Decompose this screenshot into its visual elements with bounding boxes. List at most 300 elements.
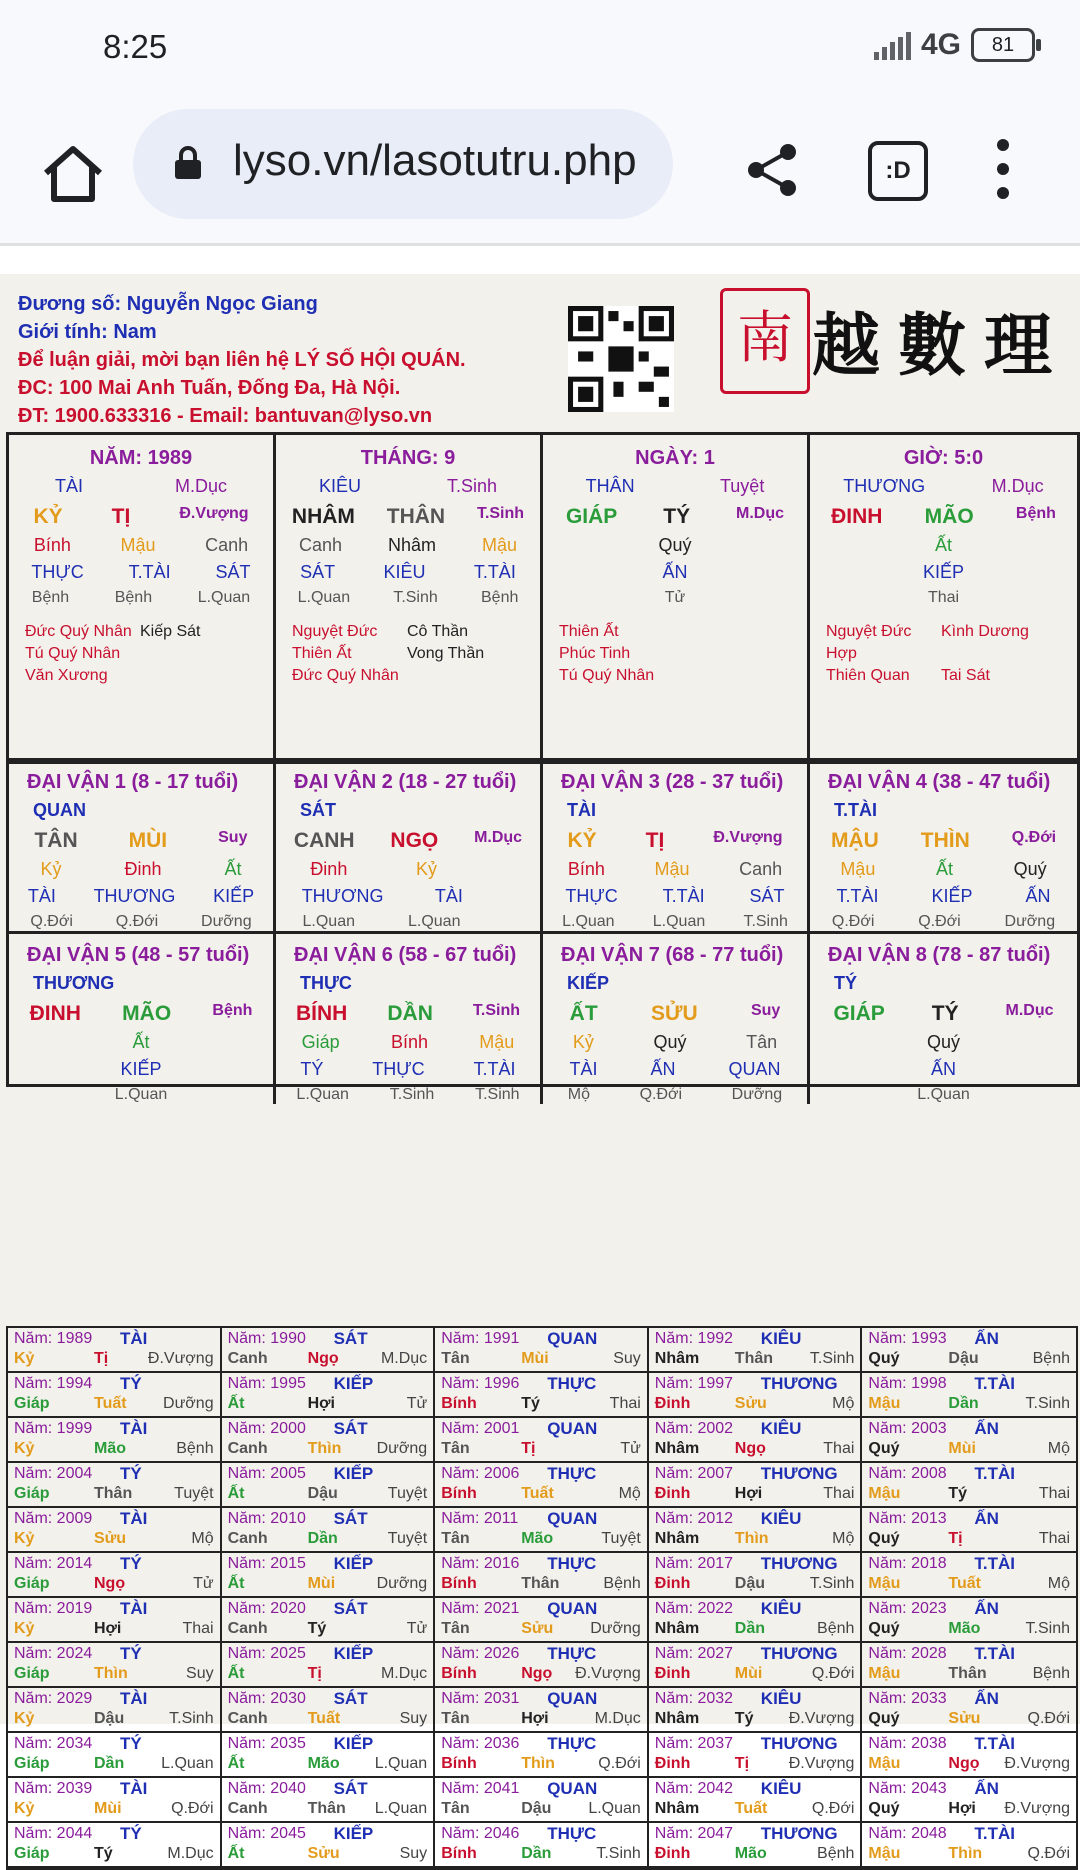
year-cell [8,1823,222,1868]
year-stem: Mậu [868,1575,901,1592]
year-label: Năm: 1989 [14,1330,93,1347]
pillar-year [9,435,276,761]
year-label: Năm: 2002 [654,1420,734,1437]
site-logo: 越數理 [812,306,1071,386]
year-god: QUAN [547,1689,598,1708]
tab-switcher-button[interactable]: :D [868,141,928,201]
year-stem: Quý [868,1350,900,1367]
year-stage: Tử [406,1395,428,1412]
year-stage: Bệnh [817,1620,855,1637]
year-god: KIẾP [333,1734,374,1753]
year-label: Năm: 2004 [14,1465,93,1482]
year-branch: Tý [734,1710,754,1727]
year-stage: Tuyệt [174,1485,214,1502]
year-stem: Nhâm [654,1530,700,1547]
year-stem: Mậu [868,1845,901,1862]
year-label: Năm: 1990 [227,1330,306,1347]
year-cell [862,1733,1076,1778]
year-branch: Dậu [734,1575,766,1592]
hidden-god: ẤN [662,562,688,582]
pillar-god: KIÊU [318,476,361,496]
year-stem: Quý [868,1530,900,1547]
year-god: TÝ [120,1374,142,1393]
year-cell [8,1508,222,1553]
year-god: KIÊU [760,1509,802,1528]
year-stem: Ất [227,1845,245,1862]
year-label: Năm: 1995 [227,1375,306,1392]
year-label: Năm: 2016 [441,1555,520,1572]
pillar-stars: Nguyệt Đức Cô Thần Thiên Ất Vong Thần Đức Quý Nhân [292,623,485,684]
year-stage: M.Dục [380,1665,428,1682]
year-stage: Dưỡng [376,1575,428,1592]
year-cell [862,1418,1076,1463]
year-branch: Sửu [734,1395,767,1412]
lock-icon [173,146,203,180]
year-stage: Tuyệt [387,1485,428,1502]
year-branch: Thân [521,1575,560,1592]
year-cell [649,1418,863,1463]
year-god: ẤN [974,1779,999,1798]
year-stem: Giáp [14,1755,50,1772]
year-stage: Mộ [832,1530,855,1547]
year-stem: Đinh [654,1665,691,1682]
year-label: Năm: 1991 [441,1330,520,1347]
year-god: THƯƠNG [760,1554,838,1573]
year-branch: Sửu [521,1620,554,1637]
year-stage: M.Dục [380,1350,428,1367]
year-god: THỰC [547,1464,597,1483]
year-branch: Thìn [94,1665,128,1682]
hidden-stem: Quý [658,535,692,555]
year-cell [435,1823,649,1868]
year-label: Năm: 2036 [441,1735,520,1752]
year-label: Năm: 2029 [14,1690,93,1707]
year-stage: Tử [406,1620,428,1637]
browser-toolbar [0,95,1080,246]
year-stem: Quý [868,1620,900,1637]
year-branch: Tý [94,1845,113,1862]
year-stem: Ất [227,1485,245,1502]
year-label: Năm: 2007 [654,1465,734,1482]
year-branch: Ngọ [521,1665,553,1682]
year-god: THỰC [547,1644,597,1663]
year-stem: Ất [227,1395,245,1412]
year-stem: Giáp [14,1845,50,1862]
year-god: TÝ [120,1554,142,1573]
year-stage: Q.Đới [171,1800,214,1817]
year-stage: Bệnh [1032,1350,1070,1367]
year-stem: Kỷ [14,1800,35,1817]
year-god: THƯƠNG [760,1644,838,1663]
year-god: KIẾP [333,1464,374,1483]
year-cell [649,1823,863,1868]
year-stage: T.Sinh [1025,1395,1070,1412]
year-cell [222,1418,436,1463]
year-label: Năm: 2027 [654,1645,734,1662]
year-cell [862,1553,1076,1598]
year-branch: Thìn [307,1440,342,1457]
year-god: ẤN [974,1509,999,1528]
year-stage: L.Quan [588,1800,641,1817]
year-stage: Đ.Vượng [1004,1800,1070,1817]
year-god: T.TÀI [974,1734,1015,1753]
year-cell [649,1463,863,1508]
year-god: TÀI [120,1779,148,1798]
year-stem: Canh [227,1800,268,1817]
hidden-stem: Mậu [120,535,156,555]
year-cell [8,1553,222,1598]
pillar-god: TÀI [54,476,83,496]
year-label: Năm: 2023 [868,1600,947,1617]
year-label: Năm: 2038 [868,1735,947,1752]
year-god: THỰC [547,1824,597,1843]
year-stage: Q.Đới [1027,1845,1070,1862]
year-stem: Quý [868,1440,900,1457]
year-cell [435,1328,649,1373]
year-cell [435,1553,649,1598]
year-god: KIẾP [333,1374,374,1393]
year-god: KIÊU [760,1599,802,1618]
year-branch: Hợi [521,1710,549,1727]
dai-van-table [6,758,1080,1103]
year-label: Năm: 1996 [441,1375,520,1392]
year-branch: Dần [94,1755,125,1772]
battery-icon: 81 [971,28,1035,62]
year-god: THỰC [547,1374,597,1393]
branch-stage: T.Sinh [476,505,525,522]
year-stage: T.Sinh [809,1350,855,1367]
year-label: Năm: 2046 [441,1825,520,1842]
year-branch: Tị [521,1440,536,1457]
year-stem: Nhâm [654,1800,700,1817]
year-stem: Giáp [14,1485,50,1502]
year-god: ẤN [974,1329,999,1348]
year-stage: Mộ [1047,1575,1070,1592]
year-stage: M.Dục [594,1710,641,1727]
year-label: Năm: 2019 [14,1600,93,1617]
year-branch: Tuất [734,1800,768,1817]
year-label: Năm: 1994 [14,1375,93,1392]
year-god: T.TÀI [974,1464,1015,1483]
year-label: Năm: 2040 [227,1780,306,1797]
pillar-stars: Thiên Ất Phúc Tinh Tú Quý Nhân [559,623,655,684]
year-branch: Mùi [948,1440,976,1457]
pillar-title: NĂM: 1989 [89,447,193,469]
year-stem: Kỷ [14,1350,35,1367]
year-label: Năm: 2033 [868,1690,947,1707]
hidden-stem: Canh [205,535,249,555]
year-label: Năm: 1992 [654,1330,734,1347]
year-stage: Q.Đới [1027,1710,1070,1727]
year-god: T.TÀI [974,1554,1015,1573]
hidden-stem: Ất [934,535,952,555]
hidden-stage: Thai [927,589,960,606]
year-label: Năm: 2044 [14,1825,93,1842]
year-cell [435,1418,649,1463]
year-branch: Tuất [521,1485,554,1502]
year-cell [222,1553,436,1598]
hidden-stage: Tử [664,589,686,606]
contact-line: Để luận giải, mời bạn liên hệ LÝ SỐ HỘI QUÁN. [18,349,466,371]
year-god: SÁT [333,1419,368,1438]
year-stage: Mộ [618,1485,641,1502]
year-stage: Thai [1038,1485,1070,1502]
year-stage: Q.Đới [811,1665,855,1682]
year-cell [435,1778,649,1823]
year-cell [435,1463,649,1508]
year-label: Năm: 2039 [14,1780,93,1797]
year-branch: Hợi [94,1620,122,1637]
hidden-god: T.TÀI [128,562,171,582]
year-label: Năm: 1993 [868,1330,947,1347]
year-cell [435,1688,649,1733]
hidden-god: KIÊU [383,562,426,582]
year-stem: Mậu [868,1665,901,1682]
year-label: Năm: 2009 [14,1510,93,1527]
year-god: SÁT [333,1509,368,1528]
year-god: ẤN [974,1599,999,1618]
year-stem: Đinh [654,1845,691,1862]
share-icon[interactable] [742,140,802,200]
year-cell [222,1778,436,1823]
branch-stage: M.Dục [736,505,785,522]
year-stage: Đ.Vượng [147,1350,214,1367]
year-branch: Hợi [307,1395,335,1412]
year-god: THƯƠNG [760,1824,838,1843]
year-branch: Mão [307,1755,340,1772]
year-cell [222,1733,436,1778]
year-stem: Bính [441,1395,477,1412]
year-stem: Canh [227,1530,268,1547]
year-branch: Thân [94,1485,133,1502]
year-god: ẤN [974,1689,999,1708]
year-god: THỰC [547,1554,597,1573]
year-label: Năm: 2005 [227,1465,306,1482]
year-label: Năm: 2048 [868,1825,947,1842]
earthly-branch: THÂN [386,505,446,528]
heavenly-stem: KỶ [33,505,63,528]
year-label: Năm: 2003 [868,1420,947,1437]
year-branch: Sửu [94,1530,127,1547]
year-cell [649,1643,863,1688]
year-label: Năm: 2042 [654,1780,734,1797]
year-branch: Thân [307,1800,346,1817]
year-cell [8,1778,222,1823]
year-label: Năm: 2028 [868,1645,947,1662]
year-label: Năm: 2045 [227,1825,306,1842]
year-cell [222,1823,436,1868]
year-branch: Hợi [948,1800,976,1817]
year-label: Năm: 2013 [868,1510,947,1527]
year-cell [222,1598,436,1643]
year-god: SÁT [333,1329,368,1348]
year-god: THƯƠNG [760,1464,838,1483]
branch-stage: Bệnh [1015,505,1056,522]
year-stem: Tân [441,1440,470,1457]
year-label: Năm: 2032 [654,1690,734,1707]
year-god: KIÊU [760,1689,802,1708]
earthly-branch: TÝ [663,505,691,528]
earthly-branch: MÃO [924,505,974,528]
year-branch: Tuất [307,1710,341,1727]
year-stage: L.Quan [374,1800,428,1817]
year-cell [222,1373,436,1418]
year-cell [8,1733,222,1778]
year-stage: Q.Đới [598,1755,641,1772]
year-branch: Mùi [521,1350,549,1367]
year-cell [649,1598,863,1643]
heavenly-stem: GIÁP [565,505,618,528]
year-label: Năm: 2000 [227,1420,306,1437]
year-cell [649,1328,863,1373]
qr-code-icon [568,306,674,412]
year-god: THƯƠNG [760,1734,838,1753]
year-branch: Mùi [307,1575,336,1592]
year-cell [8,1328,222,1373]
year-stage: Dưỡng [376,1440,428,1457]
year-stem: Đinh [654,1485,691,1502]
year-cell [435,1508,649,1553]
year-label: Năm: 2017 [654,1555,734,1572]
year-god: ẤN [974,1419,999,1438]
year-stage: Bệnh [817,1845,855,1862]
year-label: Năm: 2011 [441,1510,519,1527]
year-cell [862,1508,1076,1553]
year-cell [649,1508,863,1553]
hidden-god: THỰC [31,562,84,582]
year-stage: Mộ [832,1395,855,1412]
hidden-god: T.TÀI [473,562,516,582]
year-stem: Ất [227,1575,245,1592]
year-god: KIÊU [760,1329,802,1348]
phone-line[interactable]: ĐT: 1900.633316 - Email: bantuvan@lyso.vn [18,405,433,427]
year-branch: Thân [948,1665,987,1682]
gender: Giới tính: Nam [18,321,157,343]
year-stage: T.Sinh [169,1710,214,1727]
year-label: Năm: 2015 [227,1555,306,1572]
year-stem: Giáp [14,1395,50,1412]
pillar-hour [810,435,1077,761]
year-branch: Mùi [94,1800,122,1817]
year-label: Năm: 2030 [227,1690,306,1707]
pillar-stars: Nguyệt Đức Hợp Kình Dương Thiên Quan Tai Sát [826,623,1029,684]
pillar-title: THÁNG: 9 [360,447,456,469]
year-branch: Thân [734,1350,774,1367]
year-stem: Kỷ [14,1530,35,1547]
year-cell [435,1643,649,1688]
dai-van-cell: ĐẠI VẬN 3 (28 - 37 tuổi) TÀI KỶ TỊ Đ.Vượng Bính Mậu Canh THỰC T.TÀI SÁT L.Quan L.Quan T.Sinh [543,758,810,931]
year-god: SÁT [333,1779,368,1798]
year-branch: Mão [94,1440,126,1457]
pillar-god: THƯƠNG [843,476,926,496]
address-line: ĐC: 100 Mai Anh Tuấn, Đống Đa, Hà Nội. [18,377,401,399]
pillar-stars: Đức Quý Nhân Kiếp Sát Tú Quý Nhân Văn Xương [25,623,201,684]
year-god: SÁT [333,1599,368,1618]
year-branch: Thìn [521,1755,555,1772]
signal-icon [874,30,911,60]
year-stage: Tử [620,1440,641,1457]
year-stem: Nhâm [654,1350,700,1367]
year-god: KIẾP [333,1824,374,1843]
year-label: Năm: 2043 [868,1780,947,1797]
heavenly-stem: NHÂM [291,505,355,528]
year-label: Năm: 2020 [227,1600,306,1617]
year-cell [435,1598,649,1643]
year-label: Năm: 1998 [868,1375,947,1392]
pillar-stage: T.Sinh [446,476,497,496]
year-god: KIÊU [760,1779,802,1798]
dai-van-cell: ĐẠI VẬN 8 (78 - 87 tuổi) TÝ GIÁP TÝ M.Dục Quý ẤN L.Quan [810,931,1077,1104]
year-cell [435,1733,649,1778]
year-branch: Tý [948,1485,968,1502]
hidden-stage: Bệnh [114,589,153,606]
year-stage: Suy [186,1665,214,1682]
year-stem: Canh [227,1620,268,1637]
year-god: SÁT [333,1689,368,1708]
year-branch: Tị [94,1350,109,1367]
year-branch: Hợi [734,1485,763,1502]
year-branch: Tị [948,1530,963,1547]
status-bar [0,0,1080,95]
year-stem: Nhâm [654,1620,700,1637]
year-stem: Nhâm [654,1440,700,1457]
year-branch: Ngọ [734,1440,766,1457]
dai-van-cell: ĐẠI VẬN 6 (58 - 67 tuổi) THỰC BÍNH DẦN T.Sinh Giáp Bính Mậu TÝ THỰC T.TÀI L.Quan T.Sinh T.Sinh [276,931,543,1104]
year-stage: Đ.Vượng [788,1710,855,1727]
year-cell [8,1373,222,1418]
year-god: QUAN [547,1419,598,1438]
clock: 8:25 [103,28,168,65]
year-label: Năm: 2021 [441,1600,520,1617]
hidden-stage: L.Quan [297,589,351,606]
year-label: Năm: 2034 [14,1735,93,1752]
year-cell [649,1733,863,1778]
hidden-stem: Canh [298,535,343,555]
year-stage: Tuyệt [387,1530,428,1547]
hidden-god: SÁT [215,562,251,582]
year-stem: Bính [441,1485,477,1502]
year-god: TÝ [120,1464,142,1483]
year-branch: Sửu [307,1845,340,1862]
year-stem: Tân [441,1800,470,1817]
year-stage: Mộ [191,1530,214,1547]
year-stem: Đinh [654,1395,691,1412]
four-pillars-table [6,432,1080,764]
year-stem: Tân [441,1620,470,1637]
year-label: Năm: 2024 [14,1645,93,1662]
address-bar[interactable] [133,109,673,219]
year-stage: Đ.Vượng [788,1755,855,1772]
home-icon[interactable] [38,139,108,209]
earthly-branch: TỊ [111,505,131,528]
year-stem: Mậu [868,1395,901,1412]
year-stage: T.Sinh [1025,1620,1070,1637]
year-branch: Tý [521,1395,540,1412]
year-branch: Dậu [521,1800,552,1817]
year-stem: Nhâm [654,1710,700,1727]
year-branch: Mão [734,1845,767,1862]
year-cell [862,1778,1076,1823]
year-label: Năm: 2041 [441,1780,520,1797]
year-cell [222,1328,436,1373]
year-stem: Ất [227,1665,245,1682]
year-stem: Canh [227,1440,268,1457]
year-god: KIẾP [333,1644,374,1663]
more-menu-icon[interactable] [994,139,1012,209]
url-text[interactable]: lyso.vn/lasotutru.php [233,136,637,185]
year-stage: Mộ [1047,1440,1070,1457]
year-stem: Ất [227,1755,245,1772]
